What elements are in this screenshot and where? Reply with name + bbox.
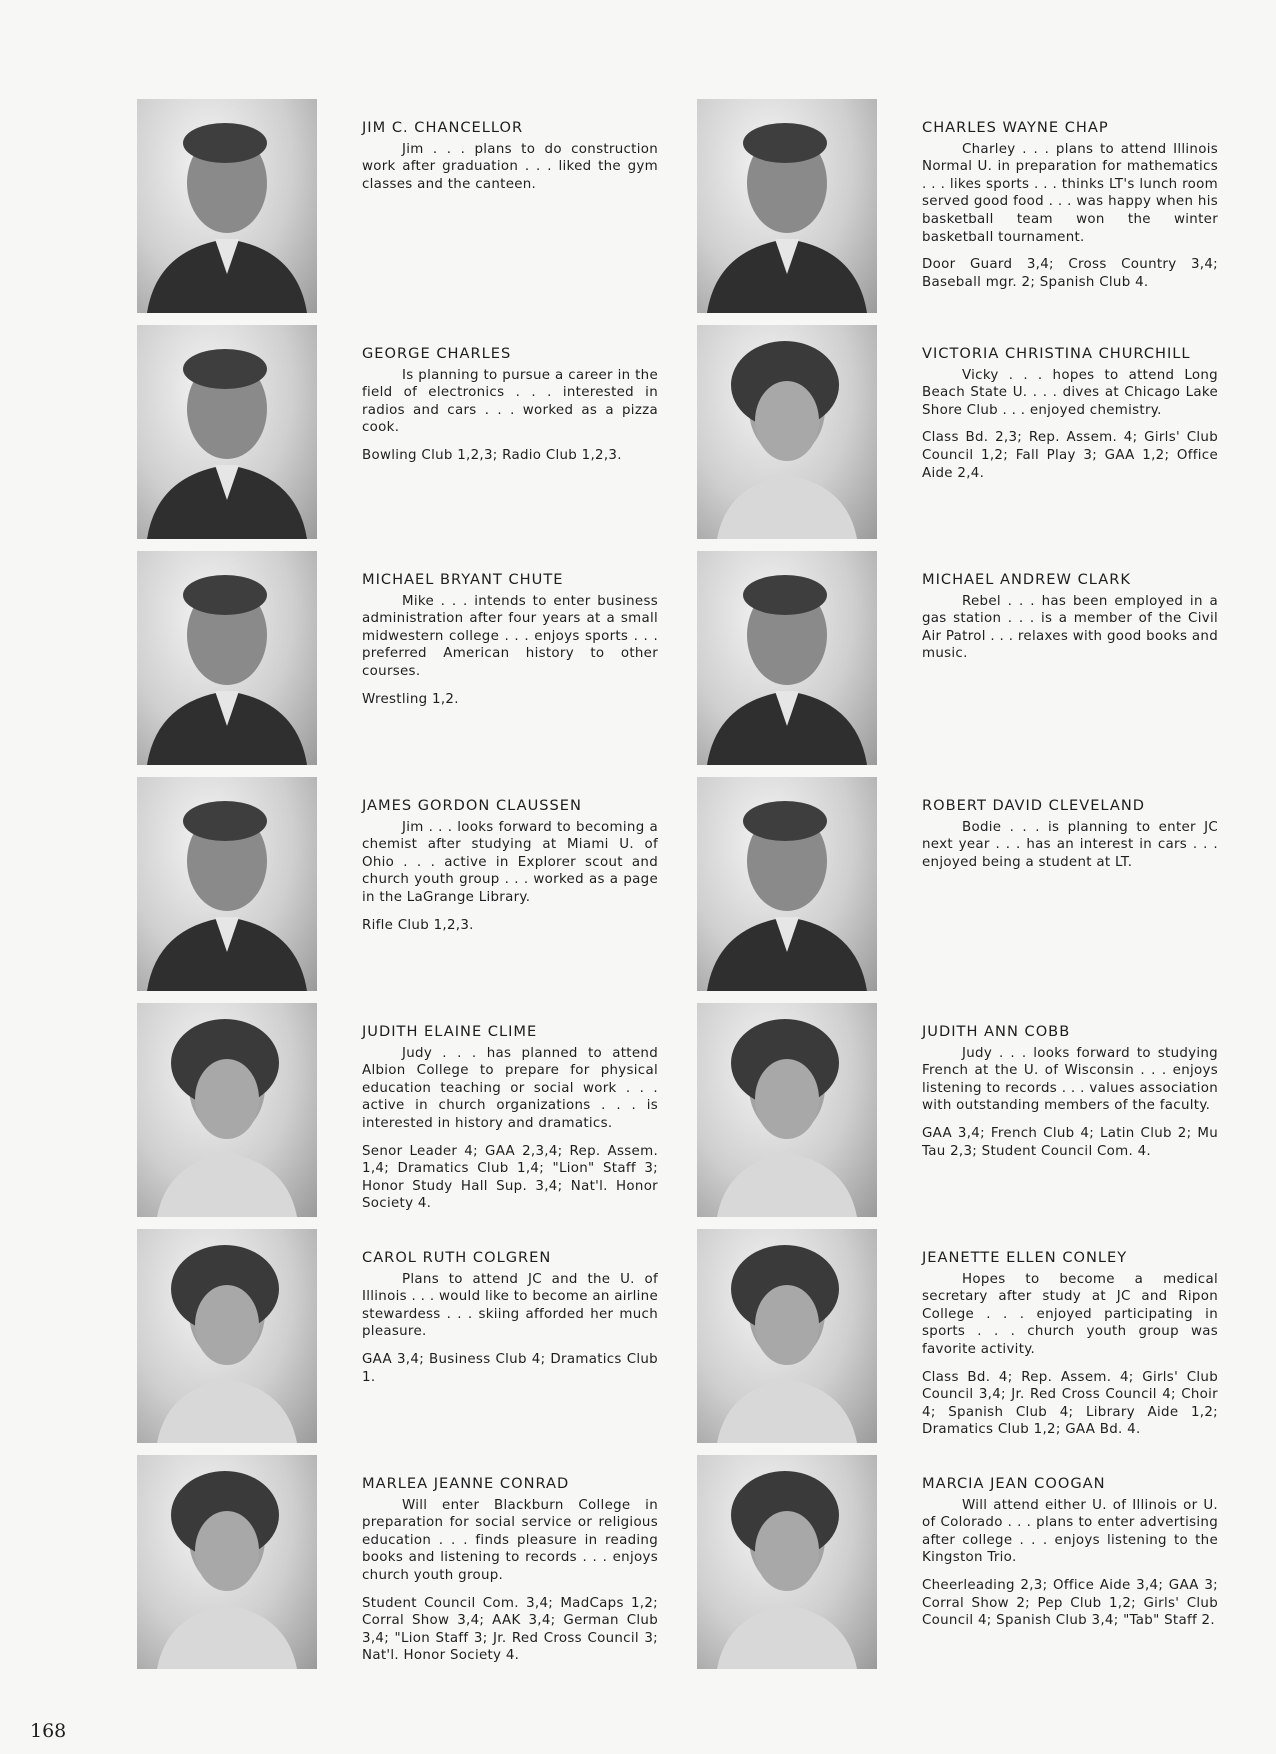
student-name: GEORGE CHARLES	[362, 345, 512, 362]
student-bio: Plans to attend JC and the U. of Illinois . . . would like to become an airline stewardess . . . skiing afforded her much pleasure.	[362, 1271, 658, 1340]
student-portrait	[697, 551, 877, 765]
student-bio: Bodie . . . is planning to enter JC next year . . . has an interest in cars . . . enjoyed being a student at LT.	[922, 819, 1218, 870]
student-name: JEANETTE ELLEN CONLEY	[922, 1249, 1128, 1266]
student-activities: Class Bd. 4; Rep. Assem. 4; Girls' Club Council 3,4; Jr. Red Cross Council 4; Choir 4; Spanish Club 4; Library Aide 1,2; Dramatics Club 1,2; GAA Bd. 4.	[922, 1369, 1218, 1438]
student-activities: GAA 3,4; French Club 4; Latin Club 2; Mu Tau 2,3; Student Council Com. 4.	[922, 1125, 1218, 1159]
student-activities: Door Guard 3,4; Cross Country 3,4; Baseball mgr. 2; Spanish Club 4.	[922, 257, 1218, 290]
student-bio: Mike . . . intends to enter business administration after four years at a small midwestern college . . . enjoys sports . . . preferred American history to other courses.	[362, 593, 658, 679]
student-bio: Judy . . . looks forward to studying French at the U. of Wisconsin . . . enjoys listening to records . . . values association with outstanding members of the faculty.	[922, 1045, 1218, 1114]
student-bio: Jim . . . plans to do construction work after graduation . . . liked the gym classes and the canteen.	[362, 141, 658, 192]
student-portrait	[137, 325, 317, 539]
student-name: JUDITH ANN COBB	[922, 1023, 1071, 1040]
student-bio: Will enter Blackburn College in preparation for social service or religious education . . . finds pleasure in reading books and listening to records . . . enjoys church youth group.	[362, 1497, 658, 1583]
student-activities: Class Bd. 2,3; Rep. Assem. 4; Girls' Club Council 1,2; Fall Play 3; GAA 1,2; Office Aide 2,4.	[922, 430, 1218, 481]
student-activities: GAA 3,4; Business Club 4; Dramatics Club 1.	[362, 1351, 658, 1385]
student-portrait	[697, 99, 877, 313]
student-name: CAROL RUTH COLGREN	[362, 1249, 552, 1266]
student-bio: Charley . . . plans to attend Illinois Normal U. in preparation for mathematics . . . likes sports . . . thinks LT's lunch room served good food . . . was happy when his basketball team won the winter basketball tournament.	[922, 141, 1218, 245]
student-bio: Hopes to become a medical secretary after study at JC and Ripon College . . . enjoyed participating in sports . . . church youth group was favorite activity.	[922, 1271, 1218, 1357]
student-activities: Rifle Club 1,2,3.	[362, 917, 474, 933]
student-activities: Student Council Com. 3,4; MadCaps 1,2; Corral Show 3,4; AAK 3,4; German Club 3,4; "Lion Staff 3; Jr. Red Cross Council 3; Nat'l. Honor Society 4.	[362, 1595, 658, 1664]
student-activities: Senor Leader 4; GAA 2,3,4; Rep. Assem. 1,4; Dramatics Club 1,4; "Lion" Staff 3; Honor Study Hall Sup. 3,4; Nat'l. Honor Society 4.	[362, 1143, 658, 1212]
student-portrait	[697, 325, 877, 539]
student-name: VICTORIA CHRISTINA CHURCHILL	[922, 345, 1191, 362]
student-portrait	[137, 1003, 317, 1217]
student-portrait	[137, 777, 317, 991]
student-name: MICHAEL BRYANT CHUTE	[362, 571, 564, 588]
student-bio: Is planning to pursue a career in the field of electronics . . . interested in radios and cars . . . worked as a pizza cook.	[362, 367, 658, 436]
student-bio: Jim . . . looks forward to becoming a chemist after studying at Miami U. of Ohio . . . active in Explorer scout and church youth group . . . worked as a page in the LaGrange Library.	[362, 819, 658, 905]
student-name: ROBERT DAVID CLEVELAND	[922, 797, 1146, 814]
student-activities: Wrestling 1,2.	[362, 691, 459, 707]
student-portrait	[137, 1455, 317, 1669]
student-portrait	[697, 1455, 877, 1669]
student-bio: Judy . . . has planned to attend Albion College to prepare for physical education teaching or social work . . . active in church organizations . . . is interested in history and dramatics.	[362, 1045, 658, 1131]
student-name: MICHAEL ANDREW CLARK	[922, 571, 1131, 588]
student-name: JIM C. CHANCELLOR	[362, 119, 524, 136]
student-name: JUDITH ELAINE CLIME	[362, 1023, 538, 1040]
student-portrait	[137, 99, 317, 313]
student-name: CHARLES WAYNE CHAP	[922, 119, 1109, 136]
student-portrait	[697, 1003, 877, 1217]
student-activities: Bowling Club 1,2,3; Radio Club 1,2,3.	[362, 447, 622, 463]
student-name: JAMES GORDON CLAUSSEN	[362, 797, 582, 814]
student-portrait	[137, 551, 317, 765]
student-bio: Vicky . . . hopes to attend Long Beach State U. . . . dives at Chicago Lake Shore Club . . . enjoyed chemistry.	[922, 367, 1218, 418]
student-name: MARCIA JEAN COOGAN	[922, 1475, 1106, 1492]
student-bio: Will attend either U. of Illinois or U. of Colorado . . . plans to enter advertising after college . . . enjoys listening to the Kingston Trio.	[922, 1497, 1218, 1566]
student-bio: Rebel . . . has been employed in a gas station . . . is a member of the Civil Air Patrol . . . relaxes with good books and music.	[922, 593, 1218, 662]
student-portrait	[137, 1229, 317, 1443]
page-number: 168	[30, 1720, 67, 1742]
student-activities: Cheerleading 2,3; Office Aide 3,4; GAA 3; Corral Show 2; Pep Club 1,2; Girls' Club Council 4; Spanish Club 3,4; "Tab" Staff 2.	[922, 1577, 1218, 1629]
student-portrait	[697, 777, 877, 991]
student-portrait	[697, 1229, 877, 1443]
student-name: MARLEA JEANNE CONRAD	[362, 1475, 570, 1492]
